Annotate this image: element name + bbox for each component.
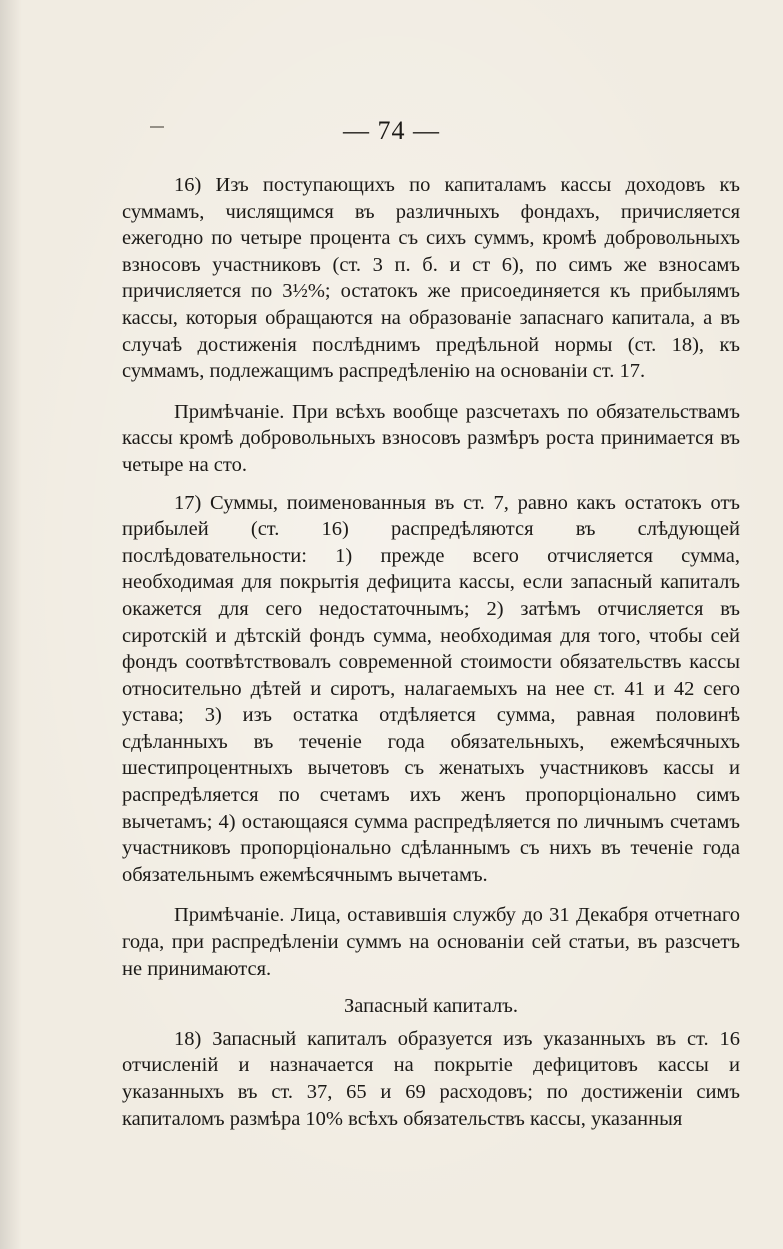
page-number: — 74 — (343, 116, 440, 145)
note-article-17: Примѣчаніе. Лица, оставившія службу до 31 Декабря отчетнаго года, при распредѣленіи суммъ на основаніи сей статьи, въ разсчетъ не принимаются. (122, 904, 740, 980)
body-text (122, 172, 740, 1132)
note-article-16: Примѣчаніе. При всѣхъ вообще разсчетахъ по обязательствамъ кассы кромѣ добровольныхъ взносовъ размѣръ роста принимается въ четыре на сто. (122, 400, 740, 476)
article-18: 18) Запасный капиталъ образуется изъ указанныхъ въ ст. 16 отчисленій и назначается на покрытіе дефицитовъ кассы и указанныхъ въ ст. 37, 65 и 69 расходовъ; по достиженіи симъ капиталомъ размѣра 10% всѣхъ обязательствъ кассы, указанныя (122, 1027, 740, 1130)
article-16: 16) Изъ поступающихъ по капиталамъ кассы доходовъ къ суммамъ, числящимся въ различныхъ фондахъ, причисляется ежегодно по четыре процента съ сихъ суммъ, кромѣ добровольныхъ взносовъ участниковъ (ст. 3 п. б. и ст 6), по симъ же взносамъ причисляется по 3½%; остатокъ же присоединяется къ прибылямъ кассы, которыя обращаются на образованіе запаснаго капитала, а въ случаѣ достиженія послѣднимъ предѣльной нормы (ст. 18), къ суммамъ, подлежащимъ распредѣленію на основаніи ст. 17. (122, 174, 740, 383)
article-17: 17) Суммы, поименованныя въ ст. 7, равно какъ остатокъ отъ прибылей (ст. 16) распредѣляются въ слѣдующей послѣдовательности: 1) прежде всего отчисляется сумма, необходимая для покрытія дефицита кассы, если запасный капиталъ окажется для сего недостаточнымъ; 2) затѣмъ отчисляется въ сиротскій и дѣтскій фондъ сумма, необходимая для того, чтобы сей фондъ соотвѣтствовалъ современной стоимости обязательствъ кассы относительно дѣтей и сиротъ, налагаемыхъ на нее ст. 41 и 42 сего устава; 3) изъ остатка отдѣляется сумма, равная половинѣ сдѣланныхъ въ теченіе года обязательныхъ, ежемѣсячныхъ шестипроцентныхъ вычетовъ съ женатыхъ участниковъ кассы и распредѣляется по счетамъ ихъ женъ пропорціонально симъ вычетамъ; 4) остающаяся сумма распредѣляется по личнымъ счетамъ участниковъ пропорціонально сдѣланнымъ съ нихъ въ теченіе года обязательнымъ ежемѣсячнымъ вычетамъ. (122, 491, 740, 886)
section-heading: Запасный капиталъ. (344, 995, 518, 1018)
spine-shadow (0, 0, 22, 1249)
